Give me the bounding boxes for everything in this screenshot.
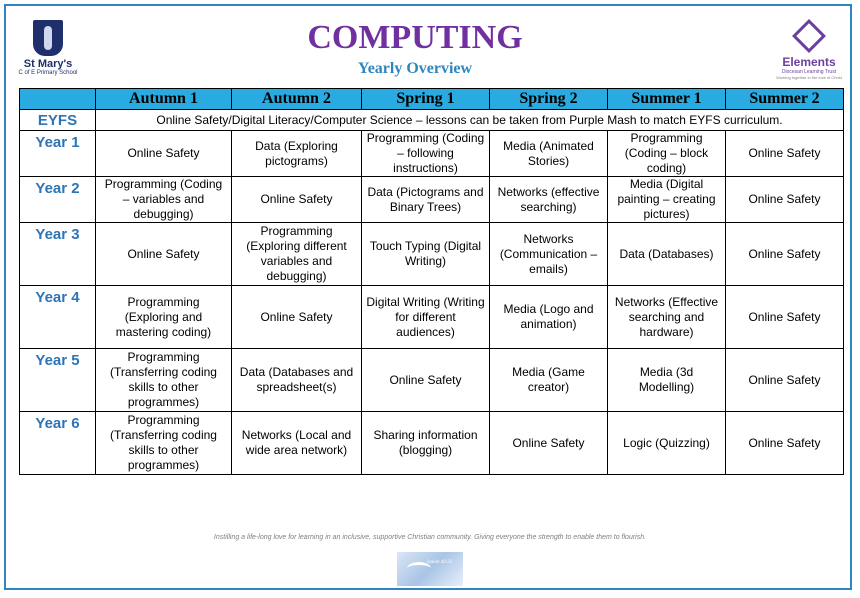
table-cell: Online Safety: [490, 412, 608, 475]
trust-diamond-icon: [792, 19, 826, 53]
table-cell: Online Safety: [96, 223, 232, 286]
table-row: [20, 349, 844, 412]
row-label: Year 2: [20, 177, 96, 223]
row-label: Year 1: [20, 131, 96, 177]
table-cell: Media (Animated Stories): [490, 131, 608, 177]
table-cell: Media (Game creator): [490, 349, 608, 412]
table-cell: Media (3d Modelling): [608, 349, 726, 412]
table-cell: Networks (Effective searching and hardware): [608, 286, 726, 349]
table-cell: Data (Databases): [608, 223, 726, 286]
table-cell: Online Safety: [726, 286, 844, 349]
table-cell: Online Safety: [232, 177, 362, 223]
table-cell: Online Safety: [726, 177, 844, 223]
table-row: [20, 177, 844, 223]
table-row: [20, 286, 844, 349]
header-summer-1: Summer 1: [608, 89, 726, 110]
table-row-eyfs: [20, 110, 844, 131]
row-label: Year 4: [20, 286, 96, 349]
table-cell: Programming (Coding – block coding): [608, 131, 726, 177]
table-cell: Programming (Exploring and mastering coding): [96, 286, 232, 349]
table-cell: Online Safety: [726, 223, 844, 286]
header-spring-1: Spring 1: [362, 89, 490, 110]
row-label: Year 5: [20, 349, 96, 412]
table-cell: Data (Databases and spreadsheet(s): [232, 349, 362, 412]
header-spring-2: Spring 2: [490, 89, 608, 110]
table-cell: Online Safety: [726, 349, 844, 412]
footer-scripture-image: [397, 552, 463, 586]
table-cell: Sharing information (blogging): [362, 412, 490, 475]
header-summer-2: Summer 2: [726, 89, 844, 110]
table-cell: Networks (Communication – emails): [490, 223, 608, 286]
table-cell: Digital Writing (Writing for different audiences): [362, 286, 490, 349]
table-cell: Online Safety: [726, 131, 844, 177]
table-cell: Programming (Transferring coding skills to other programmes): [96, 349, 232, 412]
table-cell: Touch Typing (Digital Writing): [362, 223, 490, 286]
table-cell: Programming (Transferring coding skills to other programmes): [96, 412, 232, 475]
table-header-row: [20, 89, 844, 110]
header-cell-corner: [20, 89, 96, 110]
table-cell: Networks (Local and wide area network): [232, 412, 362, 475]
header-autumn-1: Autumn 1: [96, 89, 232, 110]
trust-logo: [772, 20, 846, 80]
table-cell: Online Safety: [96, 131, 232, 177]
table-cell: Online Safety: [726, 412, 844, 475]
table-row: [20, 412, 844, 475]
row-label: Year 3: [20, 223, 96, 286]
trust-logo-name: Elements: [782, 55, 836, 69]
table-cell: Data (Pictograms and Binary Trees): [362, 177, 490, 223]
table-cell: Programming (Coding – following instructions): [362, 131, 490, 177]
table-cell: Networks (effective searching): [490, 177, 608, 223]
page-subtitle: Yearly Overview: [357, 60, 473, 77]
table-cell: Media (Digital painting – creating pictures): [608, 177, 726, 223]
yearly-overview-table: [19, 88, 844, 475]
table-cell: Online Safety: [232, 286, 362, 349]
row-label: Year 6: [20, 412, 96, 475]
page-title: COMPUTING: [307, 19, 523, 56]
table-cell: Media (Logo and animation): [490, 286, 608, 349]
table-cell: Online Safety: [362, 349, 490, 412]
table-cell: Logic (Quizzing): [608, 412, 726, 475]
row-label-eyfs: EYFS: [20, 110, 96, 131]
school-logo-name: St Mary's: [23, 58, 73, 70]
scripture-reference: Isaiah 40:31: [427, 560, 453, 565]
footer-mission-quote: Instilling a life-long love for learning in an inclusive, supportive Christian community. Giving everyone the strength to enable them to flourish.: [213, 534, 647, 541]
trust-logo-sub: Diocesan Learning Trust: [781, 69, 837, 75]
table-row: [20, 223, 844, 286]
table-row: [20, 131, 844, 177]
table-cell: Programming (Coding – variables and debugging): [96, 177, 232, 223]
header-autumn-2: Autumn 2: [232, 89, 362, 110]
trust-logo-tagline: Working together in the love of Christ: [776, 75, 842, 80]
table-cell: Programming (Exploring different variables and debugging): [232, 223, 362, 286]
eyfs-note: Online Safety/Digital Literacy/Computer Science – lessons can be taken from Purple Mash to match EYFS curriculum.: [96, 110, 844, 131]
school-logo-sub: C of E Primary School: [18, 70, 78, 76]
table-cell: Data (Exploring pictograms): [232, 131, 362, 177]
